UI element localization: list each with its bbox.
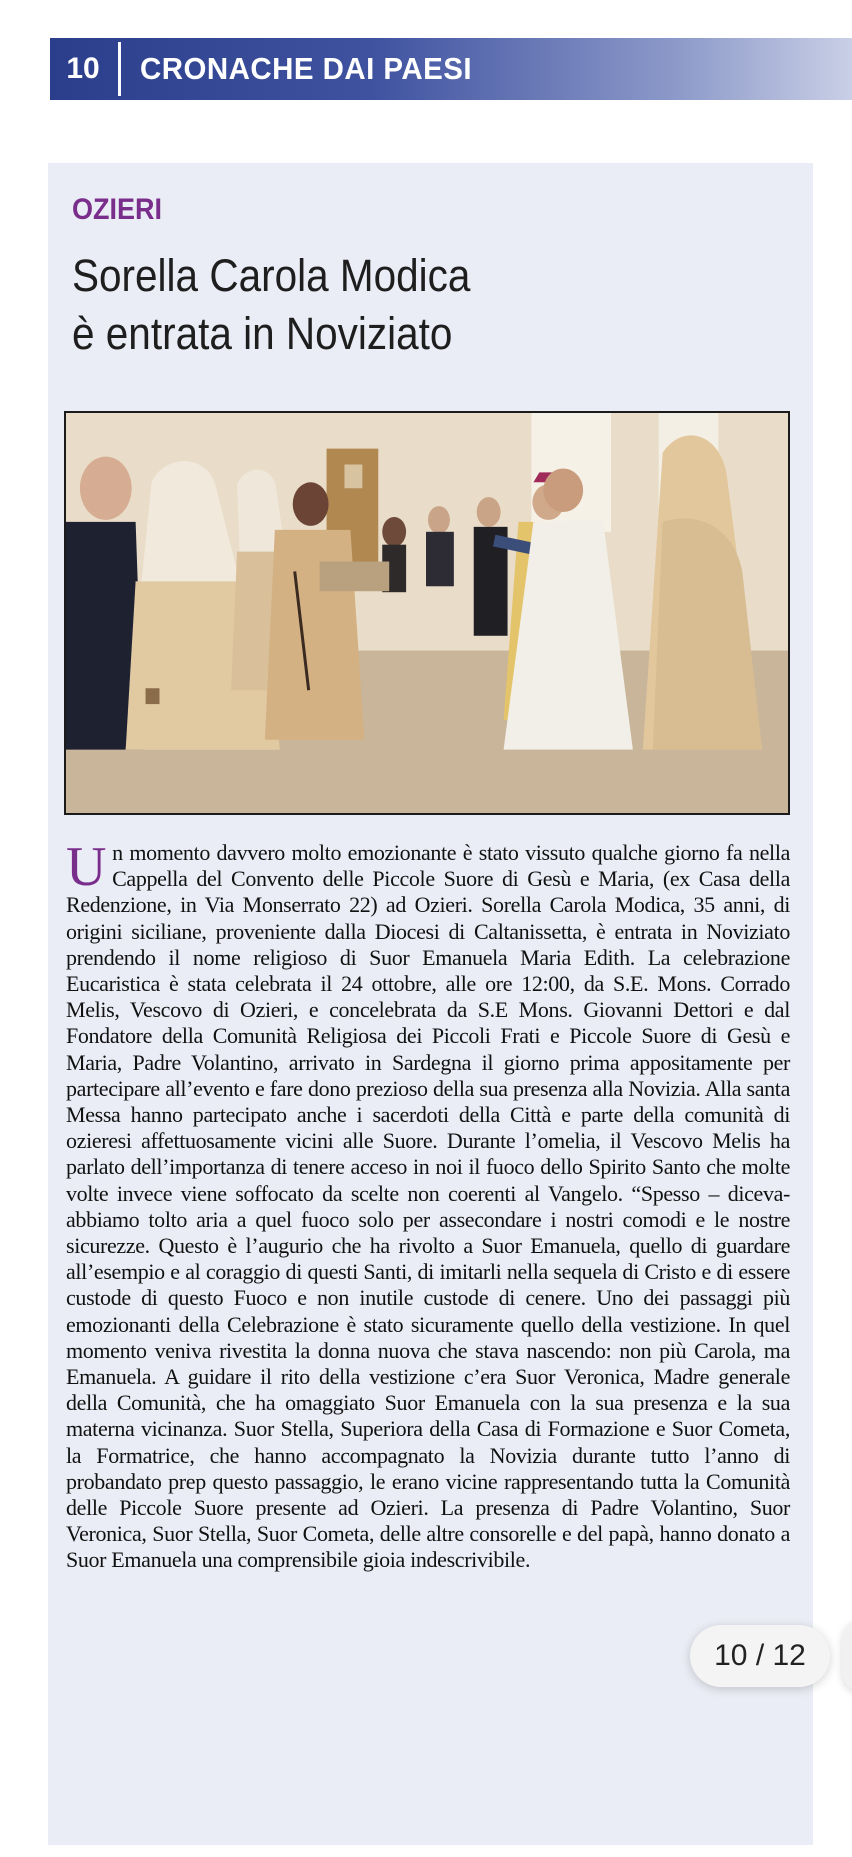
article-body [66,836,790,1574]
section-title: CRONACHE DAI PAESI [140,51,472,86]
headline-line-1: Sorella Carola Modica [72,250,471,301]
headline-line-2: è entrata in Noviziato [72,308,453,359]
article-kicker: OZIERI [72,193,163,226]
article-photo [64,411,790,815]
article-box [48,163,813,1845]
page-number: 10 [66,52,100,85]
header-divider [118,42,121,96]
article-body-text: n momento davvero molto emozionante è stato vissuto qualche giorno fa nella Cappella del Convento delle Piccole Suore di Gesù e Maria, (ex Casa della Redenzione, in Via Monserrato 22) ad Ozieri. Sorella Carola Modica, 35 anni, di origini siciliane, proveniente dalla Diocesi di Caltanissetta, è entrata in Noviziato prendendo il nome religioso di Suor Emanuela Maria Edith. La celebrazione Eucaristica è stata celebrata il 24 ottobre, alle ore 12:00, da S.E. Mons. Corrado Melis, Vescovo di Ozieri, e concelebrata da S.E Mons. Giovanni Dettori e dal Fondatore della Comunità Religiosa dei Piccoli Frati e Piccole Suore di Gesù e Maria, Padre Volantino, arrivato in Sardegna il giorno prima appositamente per partecipare all’evento e fare dono prezioso della sua presenza alla Novizia. Alla santa Messa hanno partecipato anche i sacerdoti della Città e parte della comunità di ozieresi affettuosamente vicini alle Suore. Durante l’omelia, il Vescovo Melis ha parlato dell’importanza di tenere acceso in noi il fuoco dello Spirito Santo che molte volte invece viene soffocato da scelte non coerenti al Vangelo. “Spesso – diceva- abbiamo tolto aria a quel fuoco solo per assecondare i nostri comodi e le nostre sicurezze. Questo è l’augurio che ha rivolto a Suor Emanuela, quello di guardare all’esempio e al coraggio di questi Santi, di imitarli nella sequela di Cristo e di essere custode di questo Fuoco e non inutile custode di cenere. Uno dei passaggi più emozionanti della Celebrazione è stato sicuramente quello della vestizione. In quel momento veniva rivestita la donna nuova che stava nascendo: non più Carola, ma Emanuela. A guidare il rito della vestizione c’era Suor Veronica, Madre generale della Comunità, che ha omaggiato Suor Emanuela con la sua presenza e la sua materna vicinanza. Suor Stella, Superiora della Casa di Formazione e Suor Cometa, la Formatrice, che hanno accompagnato la Novizia durante tutto l’anno di probandato prep questo passaggio, le erano vicine rappresentando tutta la Comunità delle Piccole Suore presente ad Ozieri. La presenza di Padre Volantino, Suor Veronica, Suor Stella, Suor Cometa, delle altre consorelle e del papà, hanno donato a Suor Emanuela una comprensibile gioia indescrivibile. [66,840,790,1573]
page-indicator[interactable]: 10 / 12 [690,1625,830,1687]
article-headline [72,247,720,363]
page-header [50,38,852,100]
drop-cap: U [66,836,107,898]
scroll-handle[interactable] [842,1620,852,1692]
group-photo-icon [66,413,788,813]
